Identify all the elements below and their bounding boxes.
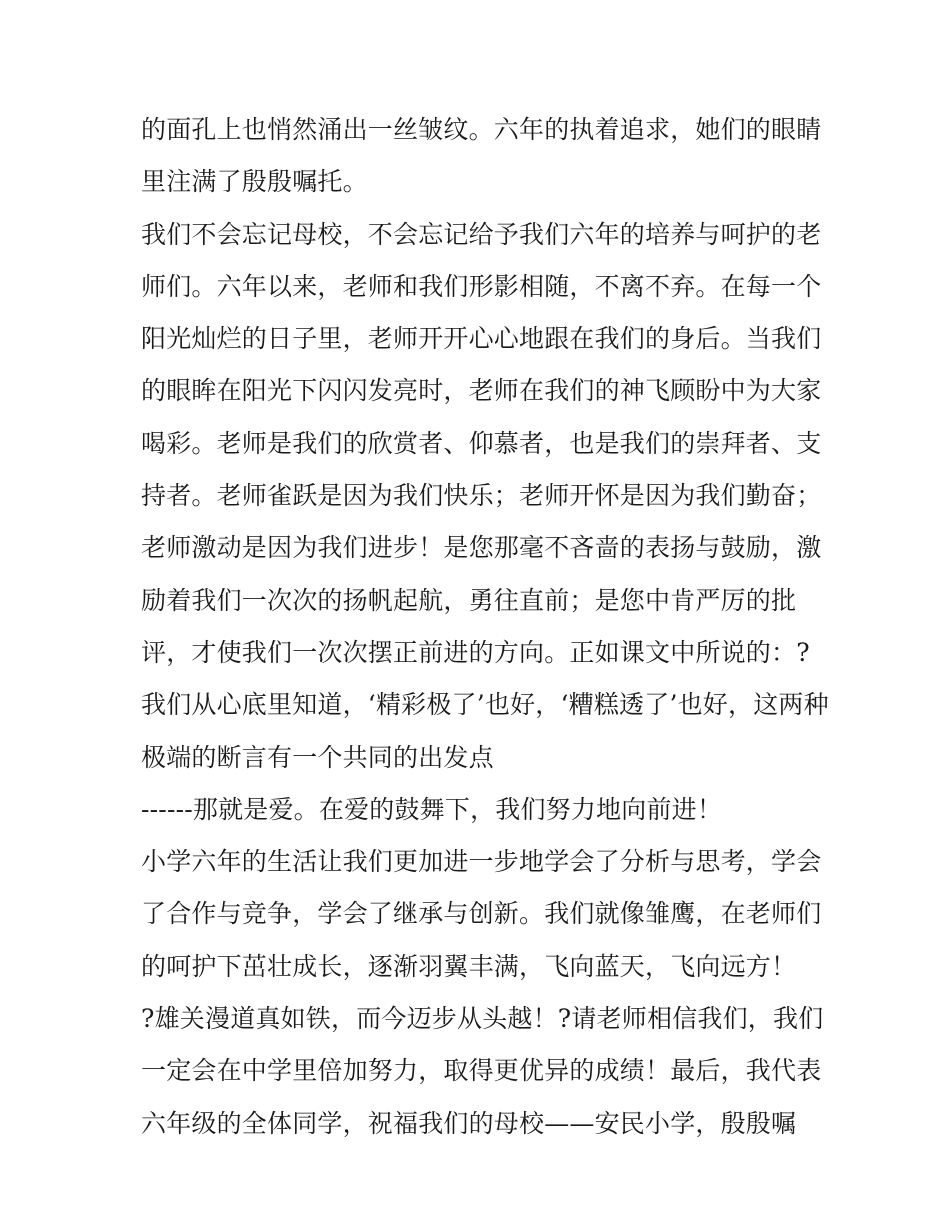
text-line: 一定会在中学里倍加努力，取得更优异的成绩！最后，我代表 [141, 1056, 822, 1086]
text-line: 师们。六年以来，老师和我们形影相随，不离不弃。在每一个 [141, 271, 822, 301]
text-line: 六年级的全体同学，祝福我们的母校——安民小学，殷殷嘱 [141, 1108, 797, 1138]
text-line: ?雄关漫道真如铁，而今迈步从头越！?请老师相信我们，我们 [141, 1004, 824, 1034]
text-line: 持者。老师雀跃是因为我们快乐；老师开怀是因为我们勤奋； [141, 481, 822, 511]
text-line: 里注满了殷殷嘱托。 [141, 167, 368, 197]
text-line: 老师激动是因为我们进步！是您那毫不吝啬的表扬与鼓励，激 [141, 533, 822, 563]
text-line: 励着我们一次次的扬帆起航，勇往直前；是您中肯严厉的批 [141, 585, 797, 615]
text-line: 的眼眸在阳光下闪闪发亮时，老师在我们的神飞顾盼中为大家 [141, 376, 822, 406]
text-line: 评，才使我们一次次摆正前进的方向。正如课文中所说的：? [141, 637, 810, 667]
text-line: 的呵护下茁壮成长，逐渐羽翼丰满，飞向蓝天，飞向远方！ [141, 951, 797, 981]
text-line: 阳光灿烂的日子里，老师开开心心地跟在我们的身后。当我们 [141, 324, 822, 354]
text-line: 了合作与竞争，学会了继承与创新。我们就像雏鹰，在老师们 [141, 899, 822, 929]
text-line: 的面孔上也悄然涌出一丝皱纹。六年的执着追求，她们的眼睛 [141, 115, 822, 144]
body-text [141, 104, 829, 1150]
text-line: 我们不会忘记母校，不会忘记给予我们六年的培养与呵护的老 [141, 219, 822, 249]
text-line: 喝彩。老师是我们的欣赏者、仰慕者，也是我们的崇拜者、支 [141, 428, 822, 458]
text-line: 我们从心底里知道，‘精彩极了’也好，‘糟糕透了’也好，这两种 [141, 690, 829, 720]
text-line: ------那就是爱。在爱的鼓舞下，我们努力地向前进！ [141, 794, 723, 824]
text-line: 小学六年的生活让我们更加进一步地学会了分析与思考，学会 [141, 847, 822, 877]
text-line: 极端的断言有一个共同的出发点 [141, 742, 494, 772]
